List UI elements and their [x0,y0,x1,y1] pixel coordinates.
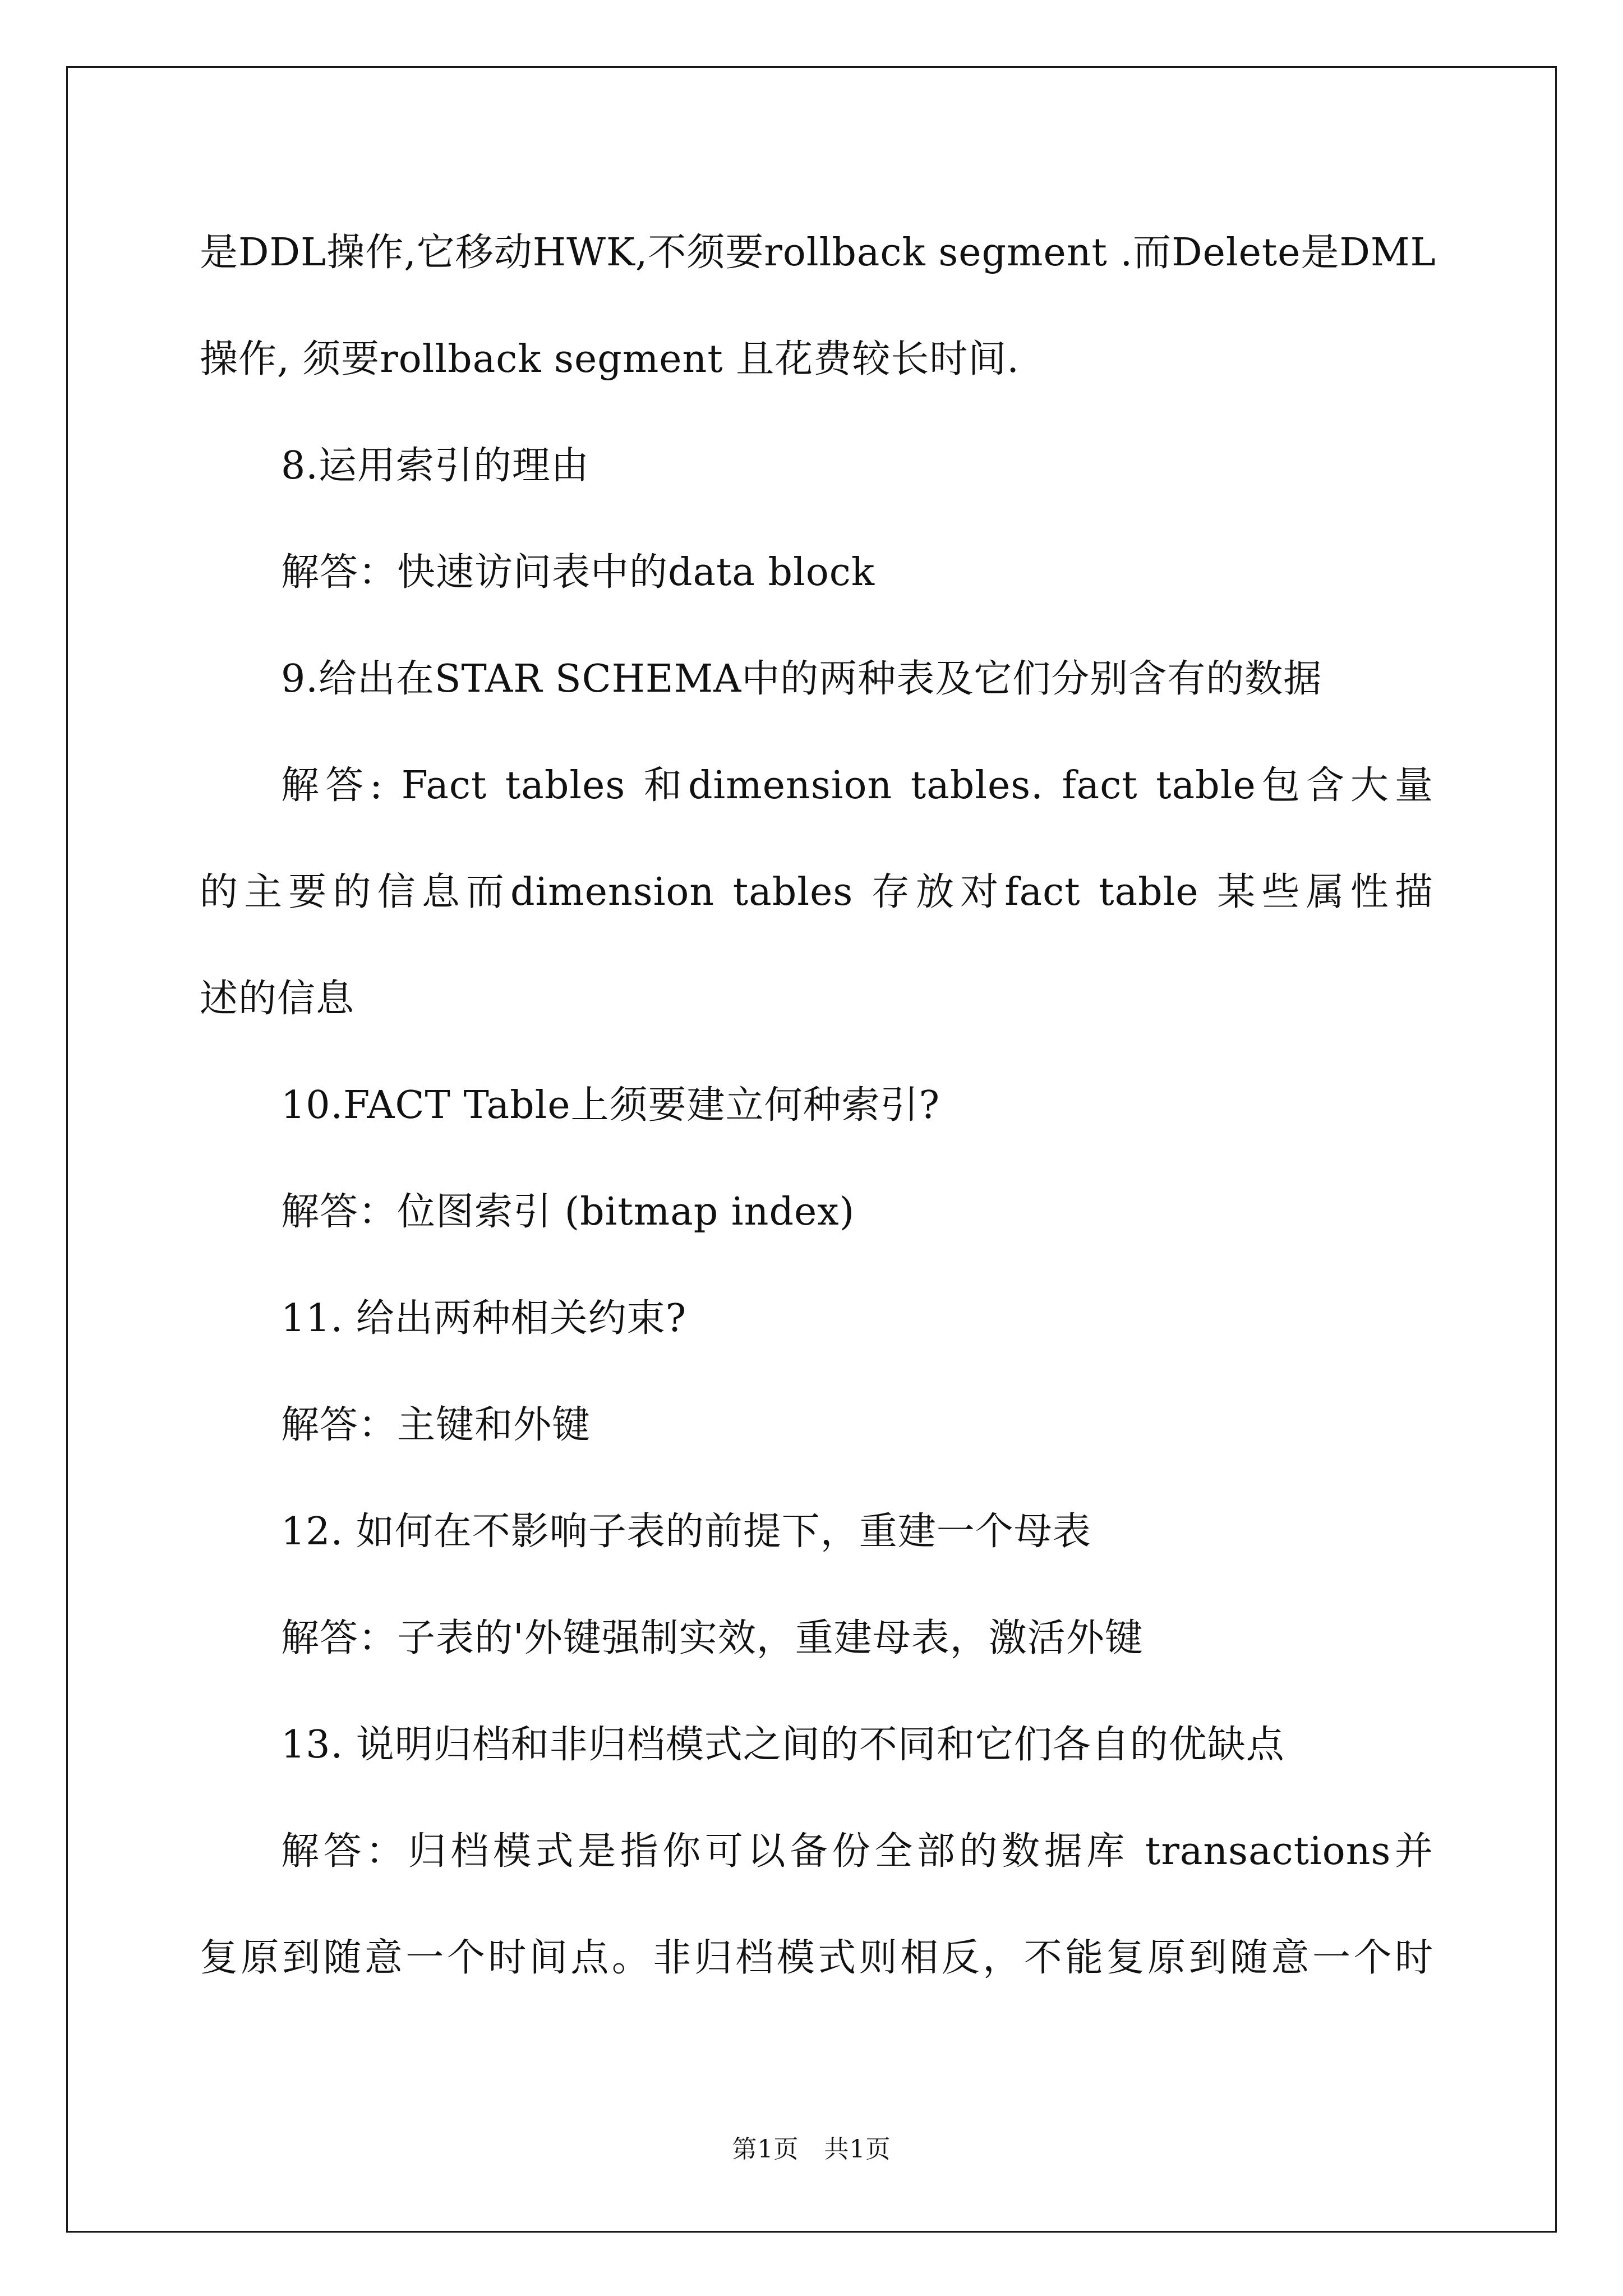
paragraph-line: 复原到随意一个时间点。非归档模式则相反，不能复原到随意一个时 [200,1936,1433,1980]
answer-line: 解答：归档模式是指你可以备份全部的数据库 transactions并 [281,1829,1433,1874]
answer-line: 解答：子表的'外键强制实效，重建母表，激活外键 [281,1616,1144,1660]
question-heading: 8.运用索引的理由 [281,444,589,488]
question-heading: 13. 说明归档和非归档模式之间的不同和它们各自的优缺点 [281,1723,1285,1767]
question-heading: 9.给出在STAR SCHEMA中的两种表及它们分别含有的数据 [281,657,1322,701]
answer-line: 解答：主键和外键 [281,1403,591,1447]
question-heading: 11. 给出两种相关约束? [281,1296,687,1341]
paragraph-line: 的主要的信息而dimension tables 存放对fact table 某些属性描 [200,870,1433,914]
answer-line: 解答：快速访问表中的data block [281,550,875,595]
answer-line: 解答: Fact tables 和dimension tables. fact table包含大量 [281,763,1433,808]
paragraph-line: 操作, 须要rollback segment 且花费较长时间. [200,337,1020,381]
question-heading: 12. 如何在不影响子表的前提下，重建一个母表 [281,1510,1091,1554]
question-heading: 10.FACT Table上须要建立何种索引? [281,1083,940,1128]
page-footer: 第1页 共1页 [732,2135,891,2164]
document-body [200,222,1436,2034]
answer-line: 解答：位图索引 (bitmap index) [281,1190,855,1234]
paragraph-line: 是DDL操作,它移动HWK,不须要rollback segment .而Delete是DML [200,231,1436,275]
paragraph-line: 述的信息 [200,977,355,1021]
